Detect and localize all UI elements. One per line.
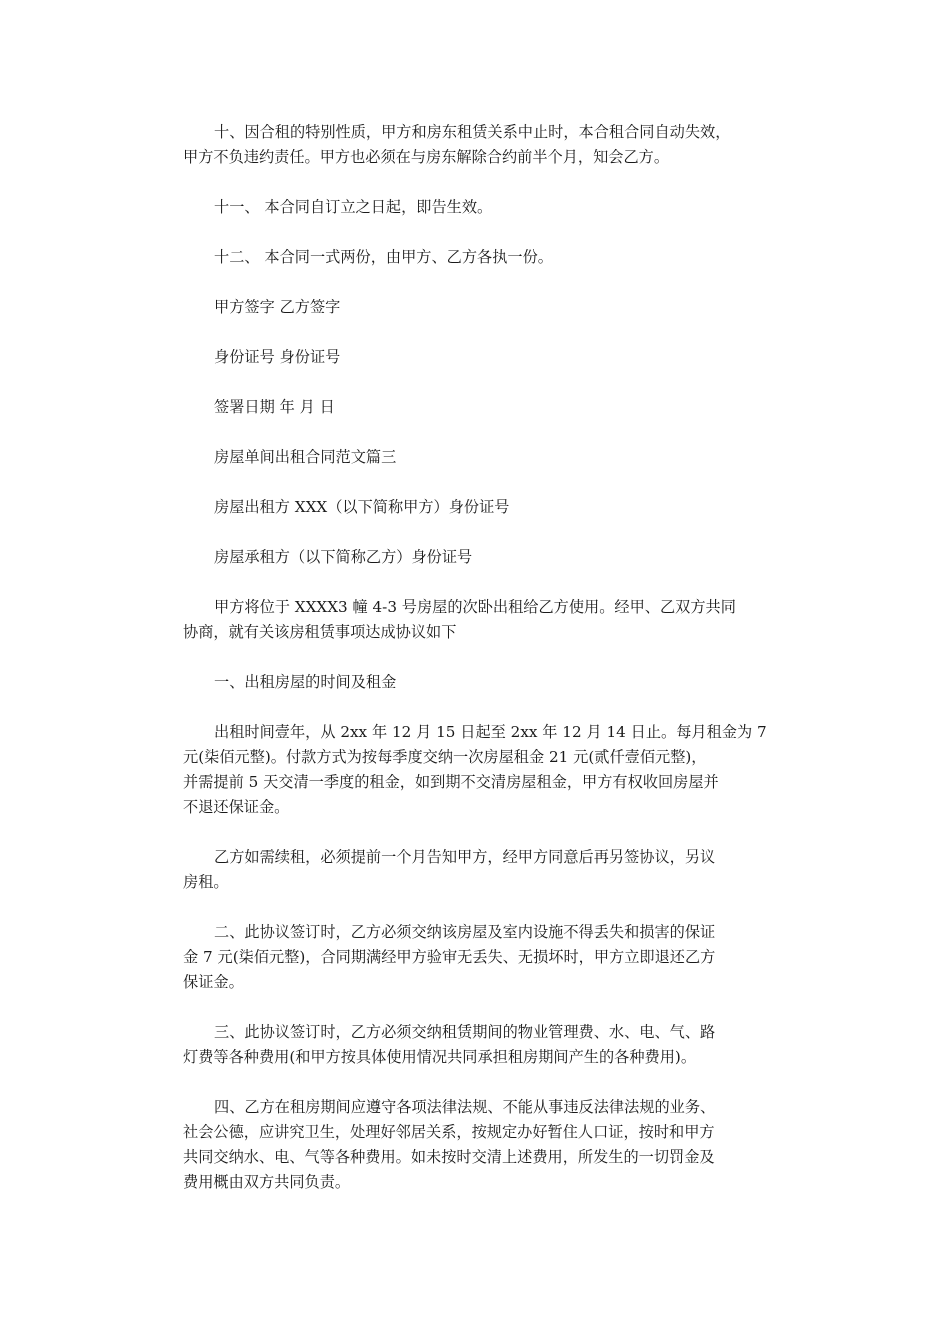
para-section-4: [183, 1095, 783, 1195]
section-1-title: 一、出租房屋的时间及租金: [214, 673, 397, 691]
text-line: 乙方如需续租，必须提前一个月告知甲方，经甲方同意后再另签协议，另议: [214, 848, 716, 866]
para-renewal: [183, 845, 783, 895]
text-line: 保证金。: [183, 973, 244, 991]
text-line: 不退还保证金。: [183, 798, 290, 816]
text-line: 共同交纳水、电、气等各种费用。如未按时交清上述费用，所发生的一切罚金及: [183, 1148, 715, 1166]
text-line: 四、乙方在租房期间应遵守各项法律法规、不能从事违反法律法规的业务、: [214, 1098, 716, 1116]
section-heading: 房屋单间出租合同范文篇三: [214, 448, 397, 466]
text-line: 并需提前 5 天交清一季度的租金，如到期不交清房屋租金，甲方有权收回房屋并: [183, 773, 719, 791]
para-intro: [183, 595, 783, 645]
para-clause-12: 十二、 本合同一式两份，由甲方、乙方各执一份。: [214, 248, 553, 266]
text-line: 灯费等各种费用(和甲方按具体使用情况共同承担租房期间产生的各种费用)。: [183, 1048, 697, 1066]
id-number-line: 身份证号 身份证号: [214, 348, 341, 366]
para-clause-10: [183, 120, 783, 170]
text-line: 十、因合租的特别性质，甲方和房东租赁关系中止时，本合租合同自动失效，: [214, 123, 731, 141]
text-line: 金 7 元(柒佰元整)，合同期满经甲方验审无丢失、无损坏时，甲方立即退还乙方: [183, 948, 716, 966]
lessor-line: 房屋出租方 XXX（以下简称甲方）身份证号: [214, 498, 510, 516]
text-line: 三、此协议签订时，乙方必须交纳租赁期间的物业管理费、水、电、气、路: [214, 1023, 716, 1041]
para-rent-terms: [183, 720, 783, 820]
lessee-line: 房屋承租方（以下简称乙方）身份证号: [214, 548, 473, 566]
text-line: 协商，就有关该房租赁事项达成协议如下: [183, 623, 457, 641]
para-section-2: [183, 920, 783, 995]
signature-line: 甲方签字 乙方签字: [214, 298, 341, 316]
para-section-3: [183, 1020, 783, 1070]
text-line: 费用概由双方共同负责。: [183, 1173, 351, 1191]
text-line: 甲方不负违约责任。甲方也必须在与房东解除合约前半个月，知会乙方。: [183, 148, 669, 166]
text-line: 社会公德，应讲究卫生，处理好邻居关系，按规定办好暂住人口证，按时和甲方: [183, 1123, 715, 1141]
text-line: 元(柒佰元整)。付款方式为按每季度交纳一次房屋租金 21 元(贰仟壹佰元整)，: [183, 748, 707, 766]
para-clause-11: 十一、 本合同自订立之日起，即告生效。: [214, 198, 493, 216]
document-page: [183, 120, 783, 1195]
text-line: 出租时间壹年，从 2xx 年 12 月 15 日起至 2xx 年 12 月 14 日止。每月租金为 7: [214, 723, 767, 741]
text-line: 二、此协议签订时，乙方必须交纳该房屋及室内设施不得丢失和损害的保证: [214, 923, 716, 941]
text-line: 甲方将位于 XXXX3 幢 4-3 号房屋的次卧出租给乙方使用。经甲、乙双方共同: [214, 598, 736, 616]
sign-date-line: 签署日期 年 月 日: [214, 398, 335, 416]
text-line: 房租。: [183, 873, 229, 891]
